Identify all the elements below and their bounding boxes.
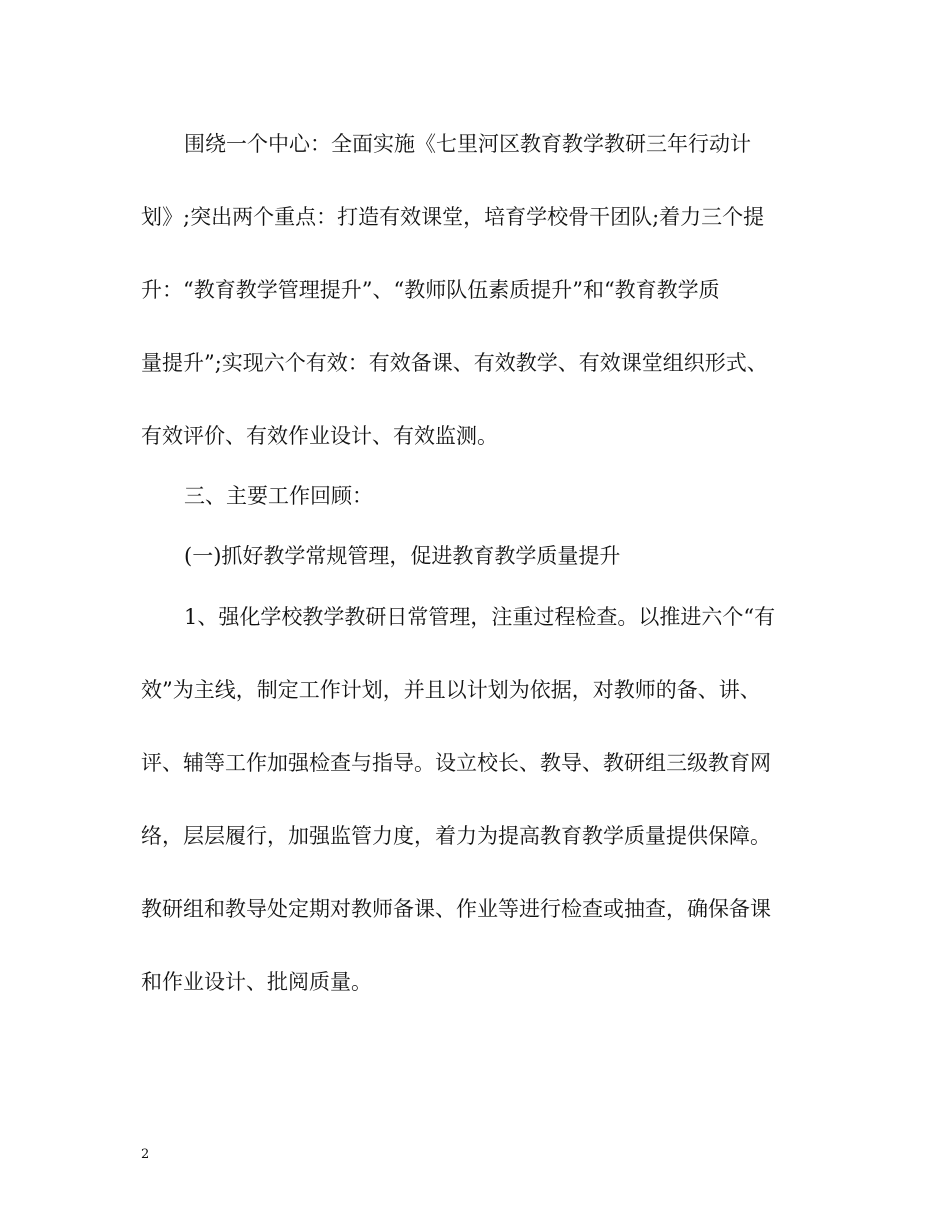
paragraph-line: 围绕一个中心：全面实施《七里河区教育教学教研三年行动计 xyxy=(184,132,751,156)
paragraph-line: 1、强化学校教学教研日常管理，注重过程检查。以推进六个“有 xyxy=(184,605,776,629)
subsection-heading: (一)抓好教学常规管理，促进教育教学质量提升 xyxy=(184,544,621,568)
section-heading: 三、主要工作回顾： xyxy=(184,484,373,508)
paragraph-line: 络，层层履行，加强监管力度，着力为提高教育教学质量提供保障。 xyxy=(141,824,771,848)
page-number: 2 xyxy=(141,1147,150,1162)
paragraph-line: 划》;突出两个重点：打造有效课堂，培育学校骨干团队;着力三个提 xyxy=(141,205,765,229)
paragraph-line: 有效评价、有效作业设计、有效监测。 xyxy=(141,424,498,448)
paragraph-line: 评、辅等工作加强检查与指导。设立校长、教导、教研组三级教育网 xyxy=(141,751,771,775)
paragraph-line: 教研组和教导处定期对教师备课、作业等进行检查或抽查，确保备课 xyxy=(141,897,771,921)
paragraph-line: 量提升”;实现六个有效：有效备课、有效教学、有效课堂组织形式、 xyxy=(141,351,768,375)
paragraph-line: 和作业设计、批阅质量。 xyxy=(141,970,372,994)
paragraph-line: 效”为主线，制定工作计划，并且以计划为依据，对教师的备、讲、 xyxy=(141,678,761,702)
paragraph-line: 升：“教育教学管理提升”、“教师队伍素质提升”和“教育教学质 xyxy=(141,278,720,302)
